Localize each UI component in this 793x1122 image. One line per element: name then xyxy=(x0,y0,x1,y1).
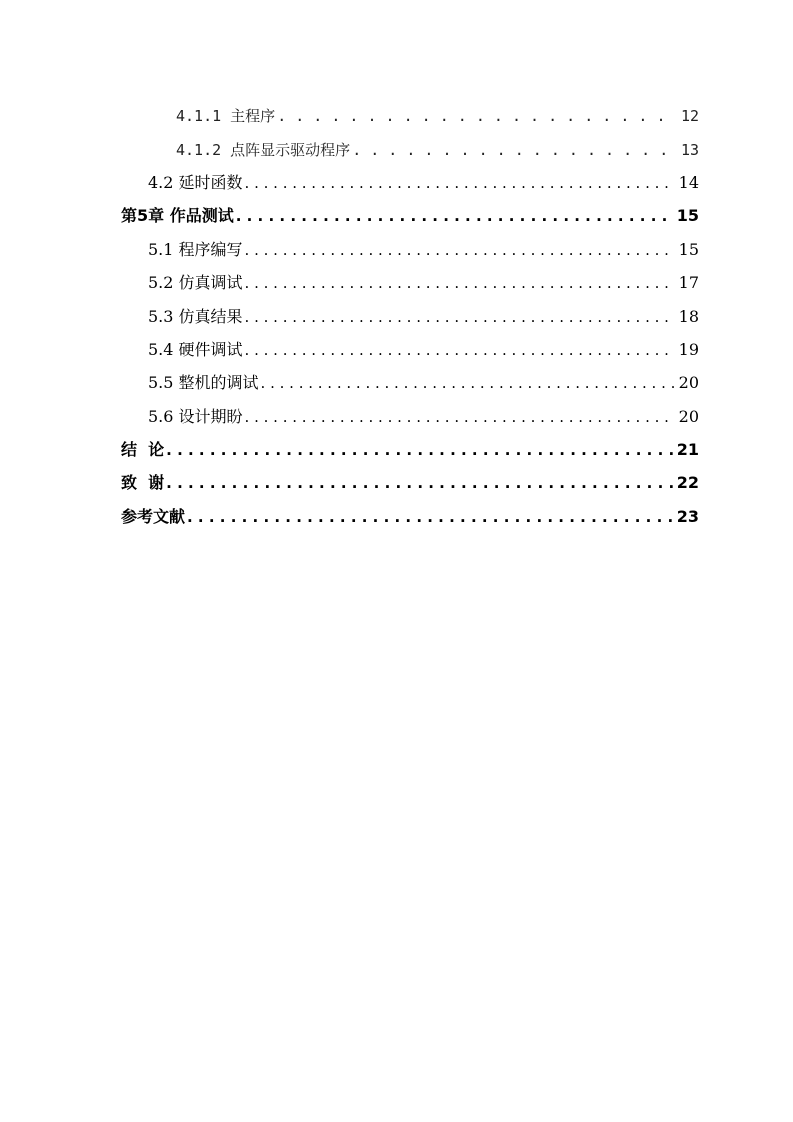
toc-dot-leader xyxy=(261,371,675,395)
toc-page-number: 23 xyxy=(676,507,699,526)
toc-page-number: 15 xyxy=(676,206,699,225)
toc-page-number: 19 xyxy=(678,340,699,359)
toc-entry-title: 5.6 设计期盼 xyxy=(148,407,243,426)
toc-entry-references[interactable] xyxy=(121,505,699,529)
toc-dot-leader xyxy=(166,438,673,462)
toc-dot-leader xyxy=(245,305,675,329)
toc-dot-leader xyxy=(352,138,677,162)
toc-entry-conclusion[interactable] xyxy=(121,438,699,462)
toc-entry-5-4[interactable] xyxy=(148,338,699,362)
toc-dot-leader xyxy=(245,338,675,362)
toc-dot-leader xyxy=(236,204,673,228)
toc-dot-leader xyxy=(245,405,675,429)
toc-entry-title: 4.1.2 点阵显示驱动程序 xyxy=(176,141,351,159)
toc-entry-title: 4.2 延时函数 xyxy=(148,173,243,192)
toc-dot-leader xyxy=(166,471,673,495)
toc-page-number: 18 xyxy=(678,307,699,326)
toc-entry-title: 5.1 程序编写 xyxy=(148,240,243,259)
toc-entry-5-3[interactable] xyxy=(148,305,699,329)
toc-page-number: 20 xyxy=(678,407,699,426)
toc-entry-title: 5.5 整机的调试 xyxy=(148,373,259,392)
toc-page-number: 15 xyxy=(678,240,699,259)
toc-entry-title: 5.4 硬件调试 xyxy=(148,340,243,359)
toc-entry-4-2[interactable] xyxy=(148,171,699,195)
toc-page-number: 20 xyxy=(678,373,699,392)
toc-dot-leader xyxy=(245,171,675,195)
toc-dot-leader xyxy=(245,271,675,295)
toc-page-number: 17 xyxy=(678,273,699,292)
toc-entry-title: 第5章 作品测试 xyxy=(121,206,234,225)
toc-page-number: 21 xyxy=(676,440,699,459)
toc-entry-5-1[interactable] xyxy=(148,238,699,262)
toc-entry-5-6[interactable] xyxy=(148,405,699,429)
toc-page-number: 22 xyxy=(676,473,699,492)
toc-dot-leader xyxy=(245,238,675,262)
toc-entry-5-2[interactable] xyxy=(148,271,699,295)
toc-entry-title: 4.1.1 主程序 xyxy=(176,107,276,125)
toc-entry-acknowledgements[interactable] xyxy=(121,471,699,495)
toc-entry-title: 5.2 仿真调试 xyxy=(148,273,243,292)
toc-entry-4-1-1[interactable] xyxy=(176,104,699,128)
toc-entry-title: 致 谢 xyxy=(121,473,165,492)
toc-entry-title: 参考文献 xyxy=(121,507,186,526)
toc-dot-leader xyxy=(277,104,677,128)
toc-page-number: 14 xyxy=(678,173,699,192)
toc-page-number: 12 xyxy=(680,107,699,125)
toc-entry-5-5[interactable] xyxy=(148,371,699,395)
toc-entry-4-1-2[interactable] xyxy=(176,138,699,162)
toc-entry-title: 结 论 xyxy=(121,440,165,459)
toc-entry-title: 5.3 仿真结果 xyxy=(148,307,243,326)
toc-entry-chapter-5[interactable] xyxy=(121,204,699,228)
toc-page-number: 13 xyxy=(680,141,699,159)
toc-dot-leader xyxy=(187,505,673,529)
